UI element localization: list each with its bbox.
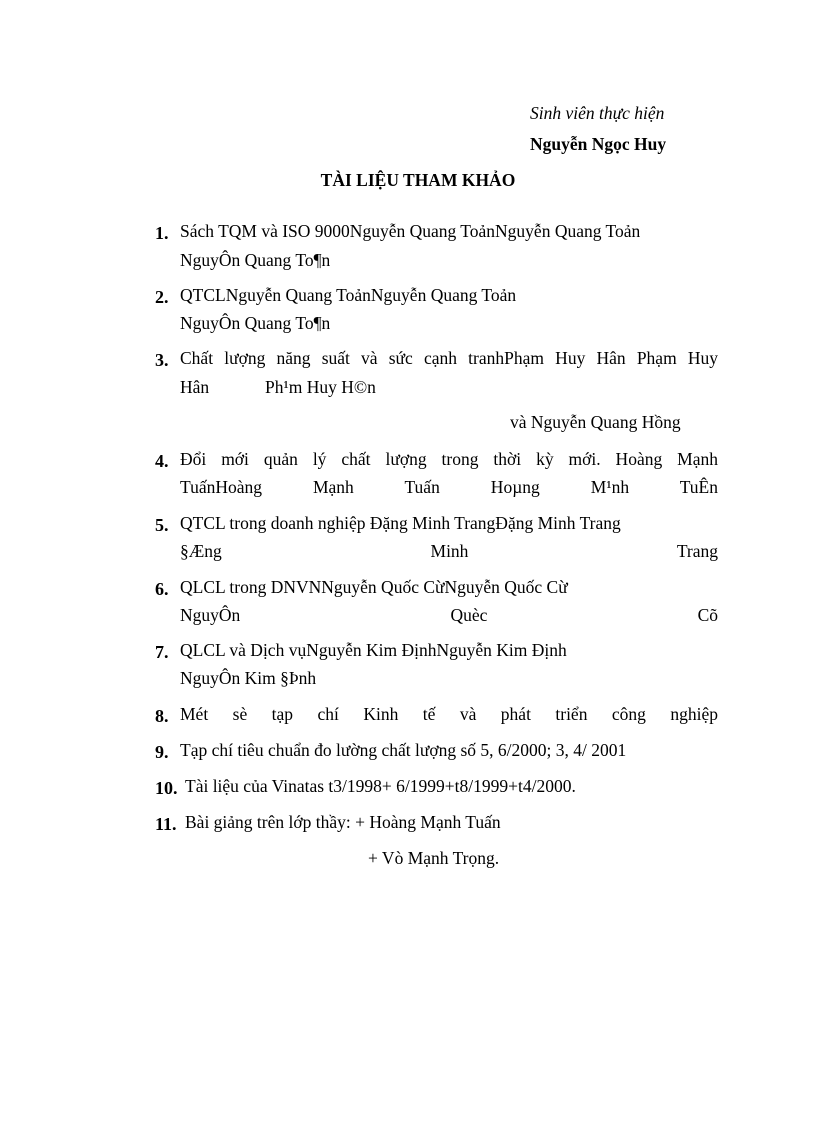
- ref-line: Bài giảng trên lớp thầy: + Hoàng Mạnh Tuấn: [185, 812, 501, 832]
- ref-number: 11.: [155, 814, 177, 834]
- ref-line: NguyÔn Quang To¶n: [180, 313, 331, 333]
- ref-line: QLCL và Dịch vụNguyễn Kim ĐịnhNguyễn Kim Định: [180, 640, 567, 660]
- ref-number: 10.: [155, 778, 178, 798]
- signature-name: Nguyễn Ngọc Huy: [530, 134, 667, 154]
- signature-label: Sinh viên thực hiện: [530, 103, 665, 123]
- ref-line: Ph¹m Huy H©n: [265, 377, 376, 397]
- ref-line: QLCL trong DNVNNguyễn Quốc CừNguyễn Quốc Cừ: [180, 577, 568, 597]
- ref-line: NguyÔn Quèc Cõ: [180, 605, 718, 625]
- ref-line: TuấnHoàng Mạnh Tuấn Hoµng M¹nh TuÊn: [180, 477, 718, 497]
- ref-line: QTCLNguyễn Quang ToảnNguyễn Quang Toản: [180, 285, 517, 305]
- ref-number: 7.: [155, 642, 169, 662]
- ref-number: 8.: [155, 706, 169, 726]
- ref-line: Mét sè tạp chí Kinh tế và phát triển công nghiệp: [180, 704, 718, 724]
- ref-line: Tài liệu của Vinatas t3/1998+ 6/1999+t8/1999+t4/2000.: [185, 776, 576, 796]
- page-title: TÀI LIỆU THAM KHẢO: [320, 170, 516, 190]
- ref-number: 5.: [155, 515, 169, 535]
- ref-line: NguyÔn Kim §Þnh: [180, 668, 317, 688]
- ref-line: Hân: [180, 377, 210, 397]
- ref-number: 2.: [155, 287, 169, 307]
- ref-line: Sách TQM và ISO 9000Nguyễn Quang ToảnNguyễn Quang Toản: [180, 221, 641, 241]
- ref-line: Tạp chí tiêu chuẩn đo lường chất lượng số 5, 6/2000; 3, 4/ 2001: [180, 740, 627, 760]
- ref-line: Đổi mới quản lý chất lượng trong thời kỳ mới. Hoàng Mạnh: [180, 449, 718, 469]
- ref-number: 3.: [155, 350, 169, 370]
- ref-line: và Nguyễn Quang Hồng: [510, 412, 681, 432]
- ref-line: Chất lượng năng suất và sức cạnh tranhPhạm Huy Hân Phạm Huy: [180, 348, 718, 368]
- ref-line: §Æng Minh Trang: [180, 541, 718, 561]
- ref-number: 6.: [155, 579, 169, 599]
- ref-line: NguyÔn Quang To¶n: [180, 250, 331, 270]
- ref-number: 9.: [155, 742, 169, 762]
- ref-line: + Vò Mạnh Trọng.: [368, 848, 500, 868]
- ref-number: 4.: [155, 451, 169, 471]
- ref-line: QTCL trong doanh nghiệp Đặng Minh TrangĐặng Minh Trang: [180, 513, 621, 533]
- ref-number: 1.: [155, 223, 169, 243]
